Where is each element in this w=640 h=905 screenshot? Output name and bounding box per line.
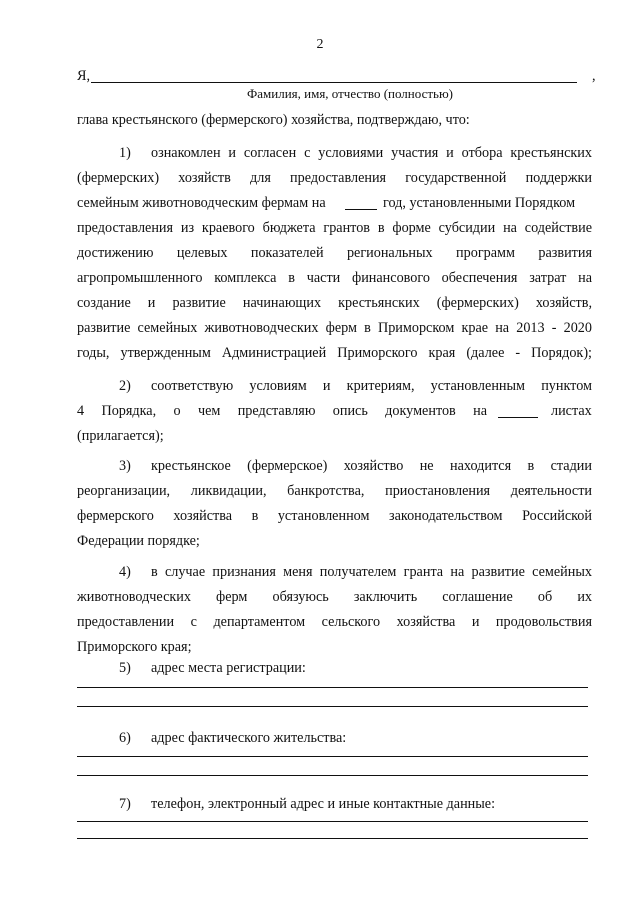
registration-address-field-line-2[interactable] xyxy=(77,706,588,707)
actual-address-field-line-1[interactable] xyxy=(77,756,588,757)
declarant-caption: Фамилия, имя, отчество (полностью) xyxy=(246,86,453,101)
item1-line: достижению целевых показателей региональных программ развития xyxy=(77,245,592,261)
item2-line: соответствую условиям и критериям, установленным пунктом xyxy=(151,378,592,394)
page-number: 2 xyxy=(316,37,324,52)
item1-line-3b: год, установленными Порядком xyxy=(383,195,576,211)
item4-number: 4) xyxy=(119,564,131,580)
registration-address-field-line-1[interactable] xyxy=(77,687,588,688)
item2-line-2b: листах xyxy=(551,403,592,419)
item1-line-3a: семейным животноводческим фермам на xyxy=(77,195,326,211)
contact-data-field-line-1[interactable] xyxy=(77,821,588,822)
actual-address-field-line-2[interactable] xyxy=(77,775,588,776)
item6-label: адрес фактического жительства: xyxy=(151,730,347,746)
item1-line: предоставления из краевого бюджета грантов в форме субсидии на содействие xyxy=(77,220,592,236)
item3-line: реорганизации, ликвидации, банкротства, приостановления деятельности xyxy=(77,483,592,499)
item7-number: 7) xyxy=(119,796,131,812)
sheets-count-field[interactable] xyxy=(498,405,538,418)
item3-line: фермерского хозяйства в установленном законодательством Российской xyxy=(77,508,592,524)
item1-line: годы, утвержденным Администрацией Приморского края (далее - Порядок); xyxy=(77,345,592,361)
item1-line: развитие семейных животноводческих ферм в Приморском крае на 2013 - 2020 xyxy=(77,320,592,336)
item3-line: Федерации порядке; xyxy=(77,533,200,549)
item1-line: создание и развитие начинающих крестьянских (фермерских) хозяйств, xyxy=(77,295,592,311)
item5-label: адрес места регистрации: xyxy=(151,660,306,676)
item2-number: 2) xyxy=(119,378,131,394)
declarant-prefix: Я, xyxy=(77,68,91,84)
item4-line: животноводческих ферм обязуюсь заключить соглашение об их xyxy=(77,589,592,605)
item3-line: крестьянское (фермерское) хозяйство не находится в стадии xyxy=(151,458,592,474)
item4-line: предоставлении с департаментом сельского хозяйства и продовольствия xyxy=(77,614,592,630)
item4-line: Приморского края; xyxy=(77,639,192,655)
item7-label: телефон, электронный адрес и иные контактные данные: xyxy=(151,796,496,812)
item5-number: 5) xyxy=(119,660,131,676)
item4-line: в случае признания меня получателем гранта на развитие семейных xyxy=(151,564,592,580)
item1-line: агропромышленного комплекса в части финансового обеспечения затрат на xyxy=(77,270,592,286)
item2-line: (прилагается); xyxy=(77,428,164,444)
item2-line-2a: 4 Порядка, о чем представляю опись документов на xyxy=(77,403,487,419)
item3-number: 3) xyxy=(119,458,131,474)
declarant-name-field[interactable] xyxy=(91,82,577,83)
item1-line: ознакомлен и согласен с условиями участия и отбора крестьянских xyxy=(151,145,592,161)
item1-number: 1) xyxy=(119,145,131,161)
intro-text: глава крестьянского (фермерского) хозяйства, подтверждаю, что: xyxy=(77,112,470,128)
item6-number: 6) xyxy=(119,730,131,746)
item1-line: (фермерских) хозяйств для предоставления государственной поддержки xyxy=(77,170,592,186)
declarant-suffix: , xyxy=(592,68,596,84)
contact-data-field-line-2[interactable] xyxy=(77,838,588,839)
year-blank-field[interactable] xyxy=(345,197,377,210)
